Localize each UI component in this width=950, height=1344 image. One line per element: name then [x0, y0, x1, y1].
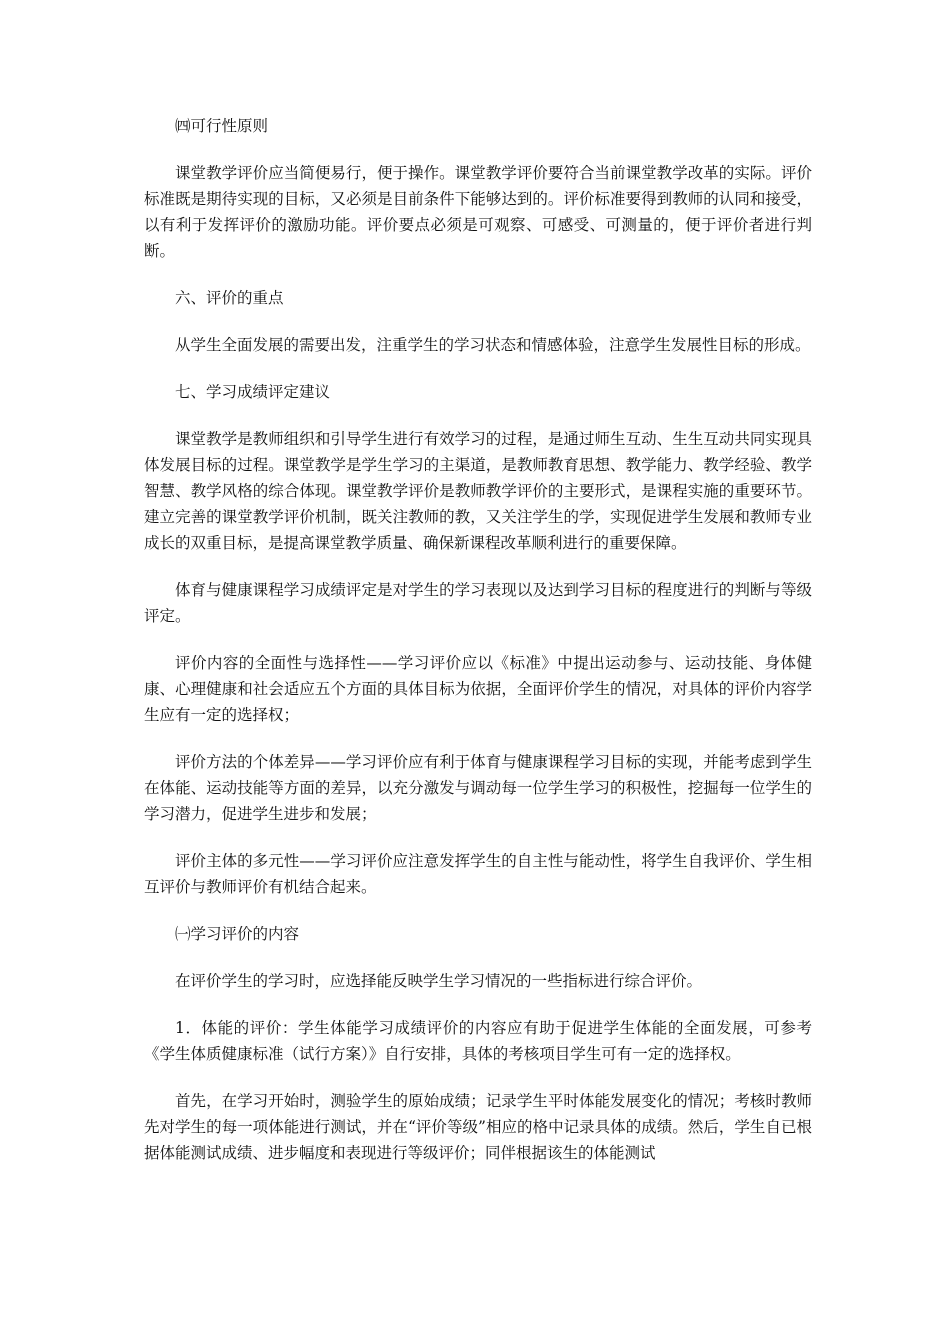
body-paragraph: 课堂教学评价应当简便易行，便于操作。课堂教学评价要符合当前课堂教学改革的实际。评价标准既是期待实现的目标，又必须是目前条件下能够达到的。评价标准要得到教师的认同和接受，以有利于发挥评价的激励功能。评价要点必须是可观察、可感受、可测量的，便于评价者进行判断。 — [144, 164, 812, 260]
body-paragraph: 体育与健康课程学习成绩评定是对学生的学习表现以及达到学习目标的程度进行的判断与等级评定。 — [144, 581, 812, 625]
body-paragraph: 评价主体的多元性——学习评价应注意发挥学生的自主性与能动性，将学生自我评价、学生相互评价与教师评价有机结合起来。 — [144, 852, 812, 896]
section-heading: 七、学习成绩评定建议 — [175, 383, 331, 401]
body-paragraph: 课堂教学是教师组织和引导学生进行有效学习的过程，是通过师生互动、生生互动共同实现具体发展目标的过程。课堂教学是学生学习的主渠道，是教师教育思想、教学能力、教学经验、教学智慧、教学风格的综合体现。课堂教学评价是教师教学评价的主要形式，是课程实施的重要环节。建立完善的课堂教学评价机制，既关注教师的教，又关注学生的学，实现促进学生发展和教师专业成长的双重目标，是提高课堂教学质量、确保新课程改革顺利进行的重要保障。 — [144, 430, 812, 552]
section-heading: ㈣可行性原则 — [175, 117, 269, 135]
section-heading: ㈠学习评价的内容 — [175, 925, 300, 943]
document-body — [144, 113, 812, 1187]
body-paragraph: 评价方法的个体差异——学习评价应有利于体育与健康课程学习目标的实现，并能考虑到学生在体能、运动技能等方面的差异，以充分激发与调动每一位学生学习的积极性，挖掘每一位学生的学习潜力，促进学生进步和发展； — [144, 753, 812, 823]
section-heading: 六、评价的重点 — [175, 289, 284, 307]
body-paragraph: 在评价学生的学习时，应选择能反映学生学习情况的一些指标进行综合评价。 — [175, 972, 703, 990]
body-paragraph: 1．体能的评价：学生体能学习成绩评价的内容应有助于促进学生体能的全面发展，可参考《学生体质健康标准（试行方案）》自行安排，具体的考核项目学生可有一定的选择权。 — [144, 1019, 812, 1063]
body-paragraph: 评价内容的全面性与选择性——学习评价应以《标准》中提出运动参与、运动技能、身体健康、心理健康和社会适应五个方面的具体目标为依据，全面评价学生的情况，对具体的评价内容学生应有一定的选择权； — [144, 654, 812, 724]
body-paragraph: 首先，在学习开始时，测验学生的原始成绩；记录学生平时体能发展变化的情况；考核时教师先对学生的每一项体能进行测试，并在“评价等级”相应的格中记录具体的成绩。然后，学生自已根据体能测试成绩、进步幅度和表现进行等级评价；同伴根据该生的体能测试 — [144, 1092, 812, 1162]
body-paragraph: 从学生全面发展的需要出发，注重学生的学习状态和情感体验，注意学生发展性目标的形成。 — [175, 336, 811, 354]
